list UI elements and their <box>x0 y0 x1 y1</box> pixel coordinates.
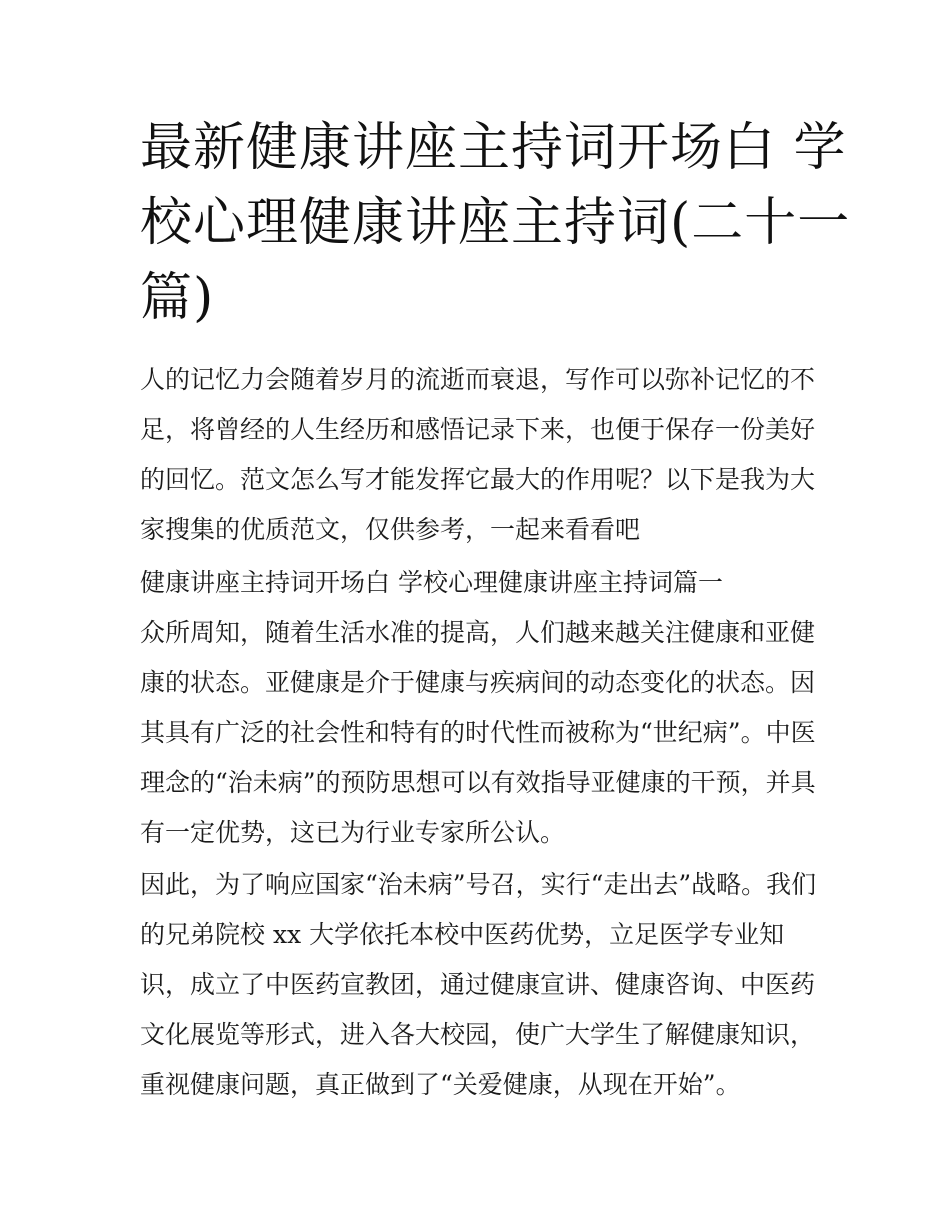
para2-line-2: 的兄弟院校 xx 大学依托本校中医药优势，立足医学专业知 <box>140 920 785 949</box>
para2-line-3: 识，成立了中医药宣教团，通过健康宣讲、健康咨询、中医药 <box>140 970 816 999</box>
section-heading: 健康讲座主持词开场白 学校心理健康讲座主持词篇一 <box>140 568 723 597</box>
para1-line-1: 众所周知，随着生活水准的提高，人们越来越关注健康和亚健 <box>140 618 816 647</box>
para1-line-4: 理念的“治未病”的预防思想可以有效指导亚健康的干预，并具 <box>140 768 816 797</box>
para2-line-1: 因此，为了响应国家“治未病”号召，实行“走出去”战略。我们 <box>140 870 817 899</box>
document-title-line-1: 最新健康讲座主持词开场白 学 <box>140 118 847 178</box>
para1-line-5: 有一定优势，这已为行业专家所公认。 <box>140 818 566 847</box>
document-title-line-3: 篇) <box>140 268 215 328</box>
para2-line-5: 重视健康问题，真正做到了“关爱健康，从现在开始”。 <box>140 1070 741 1099</box>
intro-line-1: 人的记忆力会随着岁月的流逝而衰退，写作可以弥补记忆的不 <box>140 365 816 394</box>
intro-line-3: 的回忆。范文怎么写才能发挥它最大的作用呢？以下是我为大 <box>140 465 816 494</box>
para2-line-4: 文化展览等形式，进入各大校园，使广大学生了解健康知识， <box>140 1020 816 1049</box>
para1-line-3: 其具有广泛的社会性和特有的时代性而被称为“世纪病”。中医 <box>140 718 816 747</box>
intro-line-4: 家搜集的优质范文，仅供参考，一起来看看吧 <box>140 515 641 544</box>
document-title-line-2: 校心理健康讲座主持词(二十一 <box>140 193 851 253</box>
intro-line-2: 足，将曾经的人生经历和感悟记录下来，也便于保存一份美好 <box>140 415 816 444</box>
para1-line-2: 康的状态。亚健康是介于健康与疾病间的动态变化的状态。因 <box>140 668 816 697</box>
